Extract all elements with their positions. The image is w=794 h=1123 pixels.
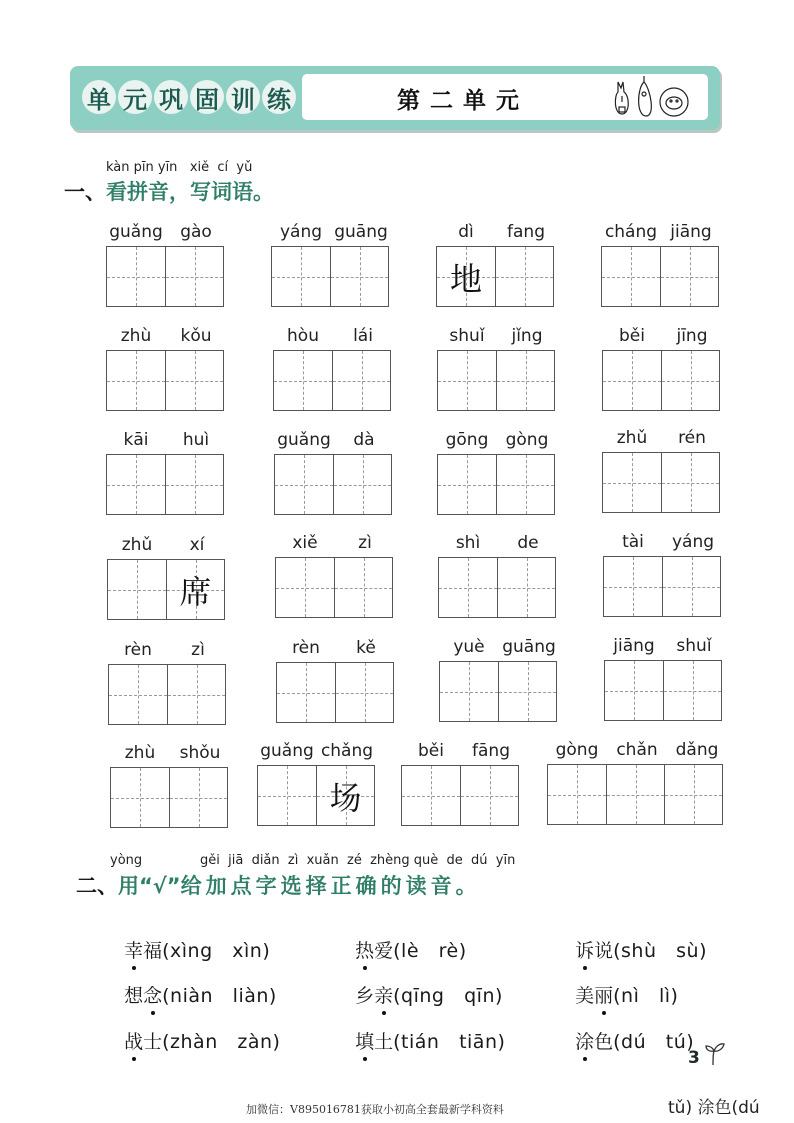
page-number: 3 [688,1048,700,1068]
word-pinyin: guǎng gào [109,222,212,242]
tianzige-grid[interactable] [273,350,391,411]
tianzige-grid[interactable] [438,557,556,618]
pronunciation-choice[interactable]: 战士(zhàn zàn) [124,1031,281,1053]
pinyin-options: (qīng qīn) [393,985,503,1007]
word-pinyin: shì de [455,533,539,553]
tianzige-grid[interactable] [108,664,226,725]
pinyin-options: (tián tiān) [393,1031,506,1053]
pinyin-options: (shù sù) [613,940,707,962]
writing-cell[interactable]: 场 [316,766,374,825]
writing-cell[interactable] [460,766,518,825]
tianzige-grid[interactable] [107,559,225,620]
tianzige-grid[interactable] [401,765,519,826]
writing-cell[interactable] [603,453,661,512]
word-pinyin: cháng jiāng [604,222,712,242]
word-pinyin: zhù shǒu [124,743,221,763]
writing-cell[interactable] [111,768,169,827]
writing-cell[interactable] [440,662,498,721]
word-pinyin: tài yáng [622,532,715,552]
pronunciation-choice[interactable]: 乡亲(qīng qīn) [355,985,503,1007]
writing-cell[interactable] [167,665,225,724]
writing-cell[interactable] [258,766,316,825]
writing-cell[interactable] [438,455,496,514]
tianzige-grid[interactable] [276,662,394,723]
pronunciation-choice[interactable]: 热爱(lè rè) [355,940,467,962]
writing-cell[interactable] [664,765,722,824]
badge-char: 训 [226,80,260,114]
tianzige-grid[interactable] [436,246,554,307]
writing-cell[interactable]: 地 [437,247,495,306]
writing-cell[interactable] [439,558,497,617]
mascot-animals-icon [606,74,696,120]
tianzige-grid[interactable] [437,454,555,515]
section1-title-pinyin: kàn pīn yīn xiě cí yǔ [106,160,253,175]
writing-cell[interactable] [107,351,165,410]
tianzige-grid[interactable] [437,350,555,411]
section2-instruction-prefix: 用“√” [118,874,181,898]
section2-number: 二、 [76,874,118,898]
writing-cell[interactable] [660,247,718,306]
pinyin-options: (zhàn zàn) [162,1031,281,1053]
badge-char: 巩 [154,80,188,114]
writing-cell[interactable] [661,351,719,410]
section2-title-pinyin: yòng gěi jiā diǎn zì xuǎn zé zhèng què de dú yīn [110,853,516,868]
unit-title-panel [302,74,708,120]
word-pinyin: dì fang [458,222,545,242]
writing-cell[interactable] [276,558,334,617]
writing-cell[interactable] [438,351,496,410]
section1-title [64,176,274,206]
tianzige-grid[interactable] [603,556,721,617]
writing-cell[interactable] [602,247,660,306]
word-pinyin: xiě zì [292,533,372,553]
writing-cell[interactable] [603,351,661,410]
tianzige-grid[interactable] [106,246,224,307]
writing-cell[interactable] [107,455,165,514]
writing-cell[interactable] [333,455,391,514]
word-pinyin: rèn zì [124,640,205,660]
badge-char: 固 [190,80,224,114]
writing-cell[interactable] [335,663,393,722]
writing-cell[interactable] [165,351,223,410]
word-pinyin: gòng chǎn dǎng [555,740,719,760]
word-pinyin: yáng guāng [279,222,388,242]
writing-cell[interactable] [275,455,333,514]
word-pinyin: zhù kǒu [120,326,212,346]
unit-title: 第二单元 [397,88,529,114]
tianzige-grid[interactable] [106,454,224,515]
pinyin-options: (nì lì) [613,985,679,1007]
writing-cell[interactable] [604,557,662,616]
writing-cell[interactable] [663,661,721,720]
writing-cell[interactable] [107,247,165,306]
section2-instruction: 给加点字选择正确的读音。 [180,874,481,898]
tianzige-grid[interactable] [602,452,720,513]
word-pinyin: shuǐ jǐng [449,326,543,346]
badge-char: 元 [118,80,152,114]
word-pinyin: hòu lái [287,326,373,346]
word-pinyin: yuè guāng [453,637,556,657]
word-pinyin: jiāng shuǐ [613,636,712,656]
writing-cell[interactable] [548,765,606,824]
writing-cell[interactable] [402,766,460,825]
word-pinyin: běi fāng [418,741,510,761]
header-banner [70,66,720,130]
word-pinyin: guǎng chǎng [260,741,374,761]
tianzige-grid[interactable] [274,454,392,515]
tianzige-grid[interactable] [547,764,723,825]
pinyin-options: (dú tú) [613,1031,695,1053]
writing-cell[interactable] [496,455,554,514]
word-pinyin: zhǔ rén [616,428,706,448]
writing-cell[interactable] [497,558,555,617]
sprout-icon [704,1042,726,1066]
writing-cell[interactable] [605,661,663,720]
pronunciation-choice[interactable]: 诉说(shù sù) [575,940,707,962]
pinyin-options: (xìng xìn) [162,940,271,962]
writing-cell[interactable] [332,351,390,410]
pinyin-options: (niàn liàn) [162,985,277,1007]
word-pinyin: gōng gòng [445,430,549,450]
tianzige-grid[interactable] [257,765,375,826]
word-pinyin: rèn kě [292,638,376,658]
word-pinyin: běi jīng [619,326,708,346]
section1-instruction: 看拼音，写词语。 [106,180,274,204]
tianzige-grid[interactable] [439,661,557,722]
writing-cell[interactable] [165,455,223,514]
writing-cell[interactable] [277,663,335,722]
writing-cell[interactable] [662,557,720,616]
watermark-text: 加微信：V895016781获取小初高全套最新学科资料 [246,1103,504,1116]
tianzige-grid[interactable] [275,557,393,618]
writing-cell[interactable] [498,662,556,721]
pronunciation-choice[interactable]: 涂色(dú tú) [575,1031,695,1053]
word-pinyin: guǎng dà [277,430,375,450]
badge-char: 练 [262,80,296,114]
pronunciation-choice[interactable]: 填土(tián tiān) [355,1031,506,1053]
writing-cell[interactable] [274,351,332,410]
pronunciation-choice[interactable]: 幸福(xìng xìn) [124,940,271,962]
bleed-through-text: tǔ) 涂色(dú [668,1098,760,1118]
word-pinyin: zhǔ xí [121,535,205,555]
unit-practice-badge [82,78,296,118]
writing-cell[interactable] [272,247,330,306]
badge-char: 单 [82,80,116,114]
writing-cell[interactable] [330,247,388,306]
pronunciation-choice[interactable]: 想念(niàn liàn) [124,985,277,1007]
writing-cell[interactable] [109,665,167,724]
tianzige-grid[interactable] [271,246,389,307]
tianzige-grid[interactable] [601,246,719,307]
section2-title [76,870,481,900]
writing-cell[interactable] [108,560,166,619]
writing-cell[interactable] [169,768,227,827]
word-pinyin: kāi huì [123,430,210,450]
writing-cell[interactable] [334,558,392,617]
tianzige-grid[interactable] [604,660,722,721]
tianzige-grid[interactable] [110,767,228,828]
writing-cell[interactable] [606,765,664,824]
tianzige-grid[interactable] [602,350,720,411]
tianzige-grid[interactable] [106,350,224,411]
writing-cell[interactable] [165,247,223,306]
pronunciation-choice[interactable]: 美丽(nì lì) [575,985,679,1007]
writing-cell[interactable] [496,351,554,410]
section1-number: 一、 [64,180,106,204]
writing-cell[interactable] [661,453,719,512]
writing-cell[interactable] [495,247,553,306]
pinyin-options: (lè rè) [393,940,467,962]
writing-cell[interactable]: 席 [166,560,224,619]
